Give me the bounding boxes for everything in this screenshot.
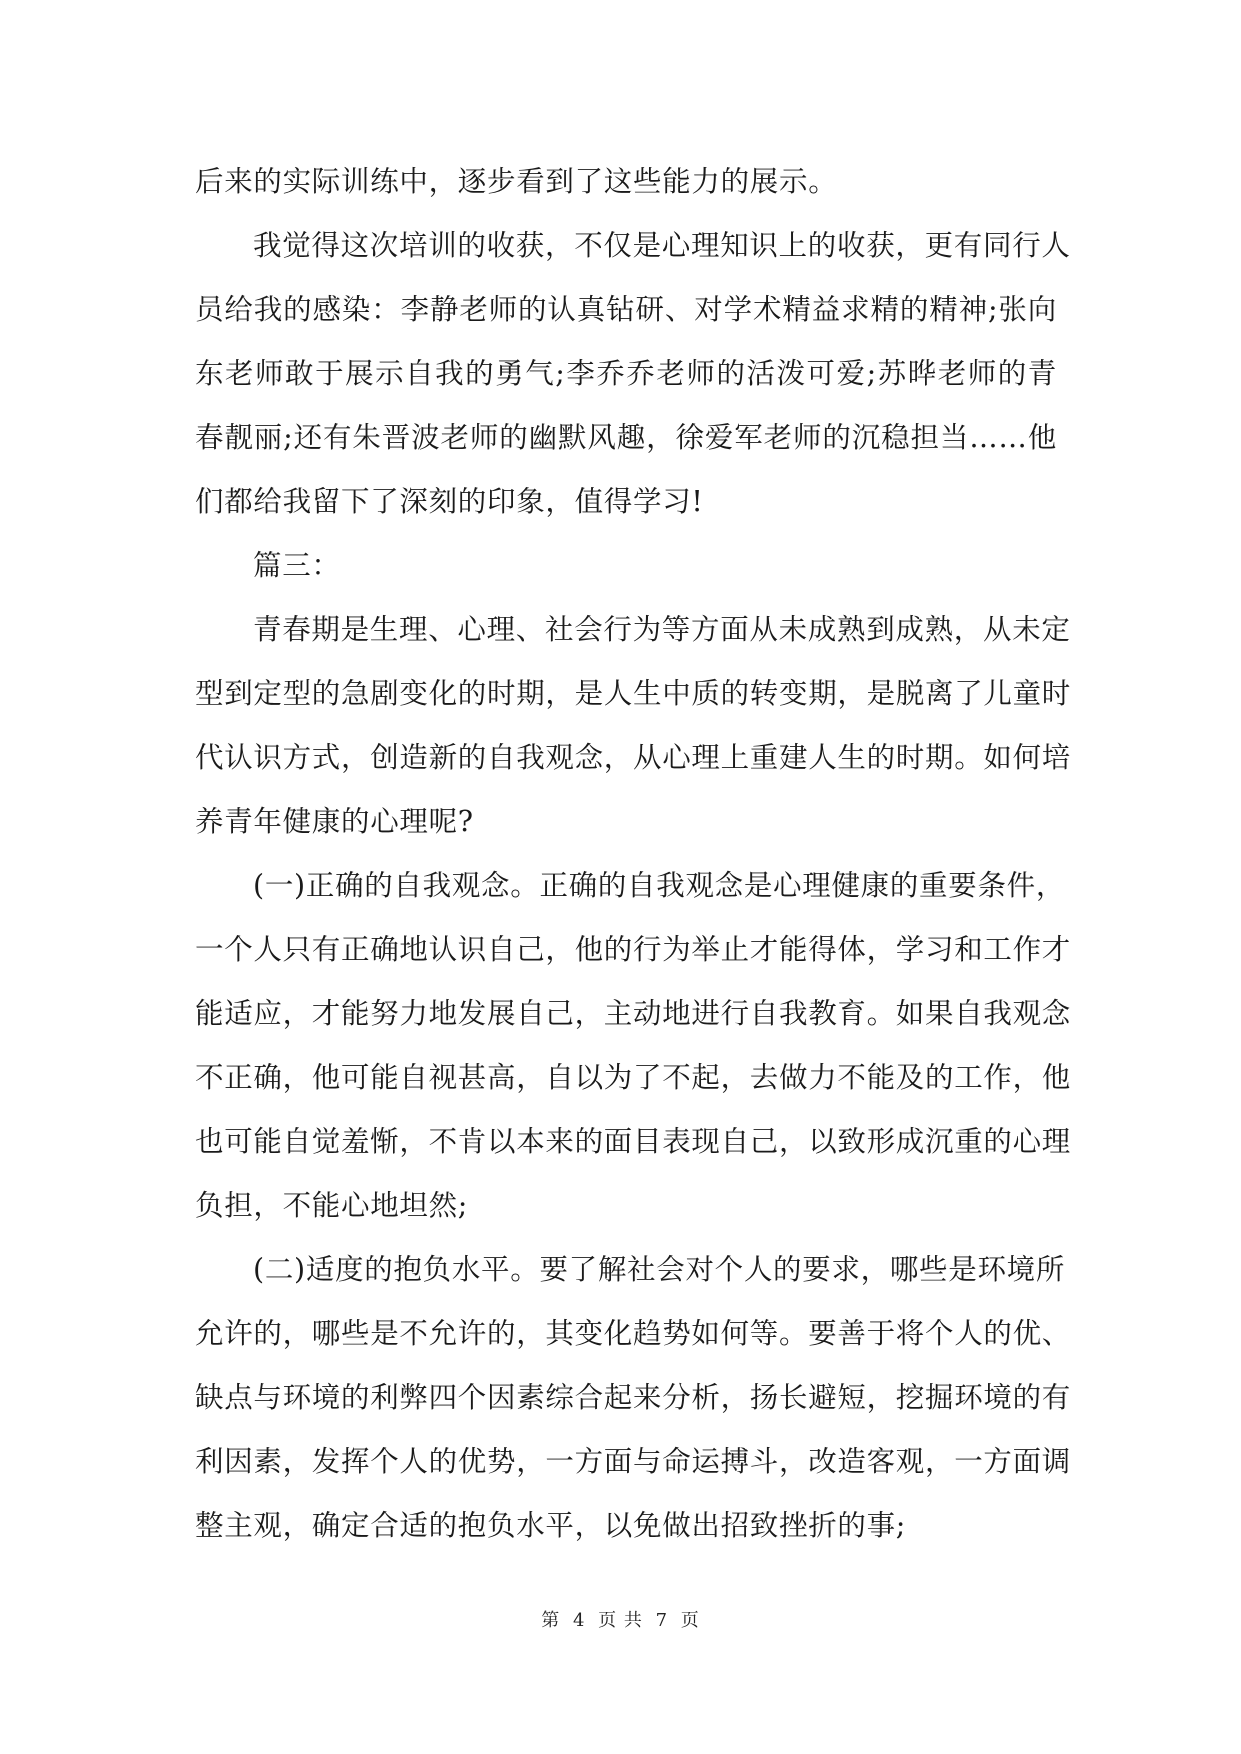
text-line: (一)正确的自我观念。正确的自我观念是心理健康的重要条件， — [253, 869, 1066, 902]
text-line: 代认识方式，创造新的自我观念，从心理上重建人生的时期。如何培 — [195, 741, 1072, 774]
text-line: 青春期是生理、心理、社会行为等方面从未成熟到成熟，从未定 — [253, 613, 1071, 646]
text-line: 养青年健康的心理呢? — [195, 805, 474, 838]
text-line: 东老师敢于展示自我的勇气;李乔乔老师的活泼可爱;苏晔老师的青 — [195, 357, 1057, 390]
footer-middle: 页 共 — [598, 1610, 643, 1631]
text-line: 允许的，哪些是不允许的，其变化趋势如何等。要善于将个人的优、 — [195, 1317, 1072, 1350]
text-line: 能适应，才能努力地发展自己，主动地进行自我教育。如果自我观念 — [195, 997, 1072, 1030]
footer-suffix: 页 — [680, 1610, 700, 1631]
text-line: 型到定型的急剧变化的时期，是人生中质的转变期，是脱离了儿童时 — [195, 677, 1072, 710]
text-line: 春靓丽;还有朱晋波老师的幽默风趣，徐爱军老师的沉稳担当……他 — [195, 421, 1057, 454]
total-pages-number: 7 — [655, 1610, 669, 1631]
text-line: 利因素，发挥个人的优势，一方面与命运搏斗，改造客观，一方面调 — [195, 1445, 1072, 1478]
text-line: 负担，不能心地坦然; — [195, 1189, 469, 1222]
text-line: 后来的实际训练中，逐步看到了这些能力的展示。 — [195, 165, 838, 198]
text-line: 缺点与环境的利弊四个因素综合起来分析，扬长避短，挖掘环境的有 — [195, 1381, 1072, 1414]
current-page-number: 4 — [572, 1610, 586, 1631]
text-line: 不正确，他可能自视甚高，自以为了不起，去做力不能及的工作，他 — [195, 1061, 1072, 1094]
text-line: (二)适度的抱负水平。要了解社会对个人的要求，哪些是环境所 — [253, 1253, 1066, 1286]
text-line: 我觉得这次培训的收获，不仅是心理知识上的收获，更有同行人 — [253, 229, 1071, 262]
page-footer — [0, 1606, 1241, 1632]
text-line: 员给我的感染：李静老师的认真钻研、对学术精益求精的精神;张向 — [195, 293, 1057, 326]
footer-prefix: 第 — [541, 1610, 561, 1631]
section-heading: 篇三： — [253, 549, 341, 582]
text-line: 整主观，确定合适的抱负水平，以免做出招致挫折的事; — [195, 1509, 907, 1542]
text-line: 一个人只有正确地认识自己，他的行为举止才能得体，学习和工作才 — [195, 933, 1072, 966]
text-line: 们都给我留下了深刻的印象，值得学习! — [195, 485, 704, 518]
text-line: 也可能自觉羞惭，不肯以本来的面目表现自己，以致形成沉重的心理 — [195, 1125, 1072, 1158]
document-body — [195, 150, 1072, 1558]
